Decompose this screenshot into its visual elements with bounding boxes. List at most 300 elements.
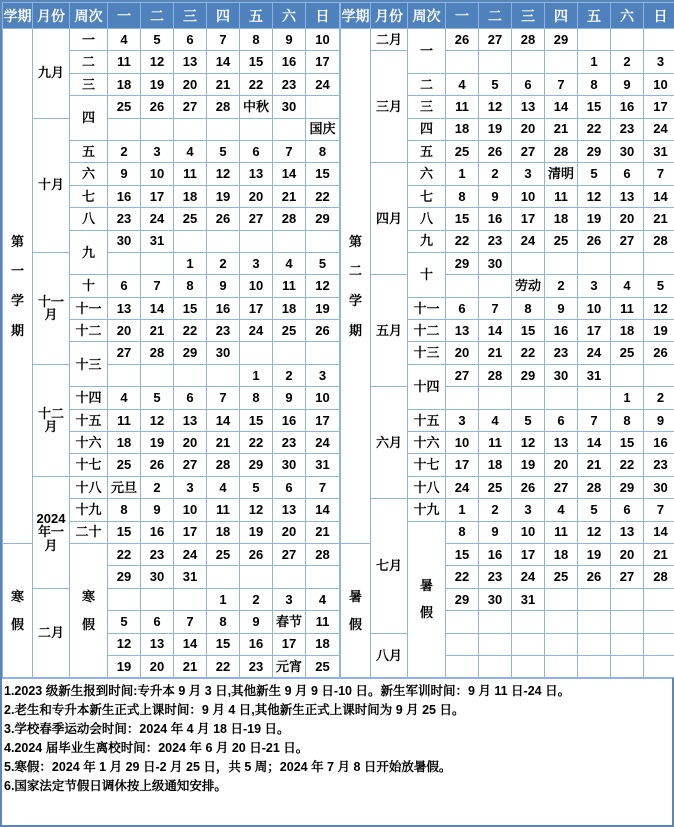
day-cell: 12 [108,633,141,655]
day-cell: 28 [578,476,611,498]
day-cell: 8 [207,611,240,633]
day-cell: 26 [207,208,240,230]
day-cell: 20 [611,208,644,230]
day-cell: 30 [273,454,306,476]
day-cell: 18 [207,521,240,543]
day-cell: 31 [141,230,174,252]
day-cell [611,633,644,655]
day-cell: 元宵 [273,655,306,677]
day-cell: 17 [240,297,273,319]
note-line: 4.2024 届毕业生离校时间：2024 年 6 月 20 日-21 日。 [4,741,309,756]
day-cell: 25 [306,655,340,677]
day-cell [644,29,674,51]
day-cell: 11 [306,611,340,633]
day-cell: 18 [545,543,578,565]
day-cell: 7 [207,387,240,409]
day-cell: 中秋 [240,96,273,118]
day-cell: 5 [512,409,545,431]
day-cell: 29 [512,364,545,386]
day-cell: 23 [479,566,512,588]
month-label: 十二月 [33,364,70,476]
day-cell: 13 [446,320,479,342]
day-cell: 8 [240,29,273,51]
week-label: 十四 [70,387,108,409]
day-cell: 31 [644,140,674,162]
day-cell: 20 [512,118,545,140]
day-cell: 26 [240,543,273,565]
day-cell: 27 [611,566,644,588]
day-cell: 9 [545,297,578,319]
day-cell: 17 [578,320,611,342]
day-cell: 20 [174,73,207,95]
day-cell: 9 [479,185,512,207]
day-cell: 5 [479,73,512,95]
day-cell: 19 [578,208,611,230]
day-cell [306,230,340,252]
day-cell: 6 [545,409,578,431]
header-day-cell: 四 [207,3,240,29]
day-cell [174,588,207,610]
vacation-label: 寒 假 [3,543,33,677]
day-cell: 28 [306,543,340,565]
day-cell [141,364,174,386]
day-cell: 2 [207,252,240,274]
day-cell [644,633,674,655]
note-line: 1.2023 级新生报到时间:专升本 9 月 3 日,其他新生 9 月 9 日-10 日。新生军训时间：9 月 11 日-24 日。 [4,684,571,699]
header-day-cell: 二 [479,3,512,29]
day-cell: 30 [545,364,578,386]
week-label: 十九 [70,499,108,521]
week-label: 十八 [70,476,108,498]
day-cell: 22 [578,118,611,140]
week-label: 三 [70,73,108,95]
day-cell: 14 [578,432,611,454]
day-cell: 1 [446,163,479,185]
day-cell: 15 [578,96,611,118]
day-cell: 15 [207,633,240,655]
day-cell: 2 [273,364,306,386]
day-cell: 4 [306,588,340,610]
month-label: 二月 [371,29,408,51]
day-cell [545,51,578,73]
day-cell: 4 [446,73,479,95]
day-cell: 12 [479,96,512,118]
day-cell: 28 [545,140,578,162]
day-cell: 3 [512,163,545,185]
month-label: 十月 [33,118,70,252]
day-cell: 11 [446,96,479,118]
day-cell: 25 [207,543,240,565]
day-cell: 8 [578,73,611,95]
day-cell: 30 [273,96,306,118]
day-cell [207,230,240,252]
day-cell: 11 [108,51,141,73]
day-cell [644,611,674,633]
day-cell: 21 [273,185,306,207]
vacation-label: 暑 假 [341,543,371,677]
day-cell: 22 [174,320,207,342]
day-cell: 28 [644,230,674,252]
day-cell: 6 [174,29,207,51]
week-label: 五 [408,140,446,162]
day-cell: 8 [611,409,644,431]
day-cell: 22 [512,342,545,364]
day-cell: 12 [578,521,611,543]
day-cell: 4 [174,140,207,162]
day-cell: 14 [273,163,306,185]
day-cell: 6 [512,73,545,95]
day-cell: 8 [446,185,479,207]
week-label: 十 [70,275,108,297]
day-cell: 24 [306,432,340,454]
week-label: 八 [70,208,108,230]
day-cell [611,252,644,274]
day-cell [545,633,578,655]
week-label: 十六 [70,432,108,454]
day-cell: 1 [611,387,644,409]
day-cell: 15 [512,320,545,342]
day-cell: 3 [240,252,273,274]
day-cell [446,275,479,297]
week-label: 十二 [70,320,108,342]
day-cell: 24 [446,476,479,498]
header-day-cell: 日 [644,3,674,29]
day-cell: 29 [545,29,578,51]
day-cell: 10 [174,499,207,521]
day-cell [446,51,479,73]
day-cell: 11 [545,521,578,543]
week-label: 二 [70,51,108,73]
day-cell [512,633,545,655]
day-cell: 12 [141,409,174,431]
day-cell: 19 [578,543,611,565]
week-label: 十七 [70,454,108,476]
note-line: 5.寒假：2024 年 1 月 29 日-2 月 25 日，共 5 周；2024 年 7 月 8 日开始放暑假。 [4,760,452,775]
day-cell: 23 [141,543,174,565]
day-cell [174,364,207,386]
day-cell: 20 [141,655,174,677]
day-cell: 24 [512,230,545,252]
day-cell: 25 [446,140,479,162]
day-cell: 10 [644,73,674,95]
day-cell: 23 [108,208,141,230]
day-cell: 23 [545,342,578,364]
vacation-week-label: 暑 假 [408,521,446,678]
header-day-cell: 二 [141,3,174,29]
day-cell: 16 [240,633,273,655]
day-cell: 7 [273,140,306,162]
day-cell: 14 [207,409,240,431]
day-cell: 26 [479,140,512,162]
day-cell: 9 [207,275,240,297]
day-cell: 16 [273,51,306,73]
day-cell: 24 [306,73,340,95]
day-cell: 12 [141,51,174,73]
day-cell: 16 [545,320,578,342]
calendar-tables [2,2,672,678]
header-cell: 周次 [408,3,446,29]
day-cell: 26 [578,566,611,588]
day-cell [578,252,611,274]
day-cell: 18 [611,320,644,342]
day-cell: 31 [174,566,207,588]
week-label: 十三 [70,342,108,387]
day-cell: 20 [273,521,306,543]
day-cell: 23 [644,454,674,476]
month-label: 七月 [371,499,408,633]
day-cell: 2 [644,387,674,409]
day-cell: 15 [240,409,273,431]
day-cell: 24 [141,208,174,230]
day-cell: 2 [611,51,644,73]
week-label: 二 [408,73,446,95]
day-cell [512,252,545,274]
day-cell [207,566,240,588]
week-label: 十一 [70,297,108,319]
header-day-cell: 日 [306,3,340,29]
header-day-cell: 一 [108,3,141,29]
day-cell: 29 [578,140,611,162]
day-cell: 26 [578,230,611,252]
day-cell: 5 [306,252,340,274]
day-cell: 24 [578,342,611,364]
day-cell: 9 [240,611,273,633]
header-day-cell: 三 [174,3,207,29]
note-line: 2.老生和专升本新生正式上课时间：9 月 4 日,其他新生正式上课时间为 9 月 25 日。 [4,703,465,718]
day-cell: 29 [611,476,644,498]
day-cell: 7 [306,476,340,498]
day-cell: 4 [479,409,512,431]
day-cell: 5 [578,163,611,185]
day-cell: 3 [306,364,340,386]
day-cell: 21 [207,432,240,454]
day-cell: 31 [306,454,340,476]
day-cell: 28 [512,29,545,51]
day-cell: 15 [174,297,207,319]
day-cell: 31 [578,364,611,386]
day-cell: 8 [512,297,545,319]
day-cell: 27 [174,96,207,118]
day-cell: 16 [611,96,644,118]
day-cell: 5 [644,275,674,297]
day-cell [446,611,479,633]
day-cell: 20 [545,454,578,476]
day-cell: 24 [240,320,273,342]
month-label: 四月 [371,163,408,275]
header-day-cell: 五 [240,3,273,29]
day-cell: 17 [141,185,174,207]
day-cell: 9 [108,163,141,185]
day-cell [108,252,141,274]
day-cell: 10 [512,185,545,207]
day-cell: 17 [306,409,340,431]
day-cell: 12 [644,297,674,319]
day-cell: 国庆 [306,118,340,140]
day-cell: 6 [108,275,141,297]
note-line: 3.学校春季运动会时间：2024 年 4 月 18 日-19 日。 [4,722,290,737]
day-cell: 27 [240,208,273,230]
day-cell [644,655,674,677]
day-cell: 5 [141,29,174,51]
day-cell: 13 [273,499,306,521]
day-cell: 2 [479,163,512,185]
day-cell: 12 [306,275,340,297]
day-cell: 30 [644,476,674,498]
day-cell: 6 [240,140,273,162]
day-cell: 21 [479,342,512,364]
day-cell: 14 [174,633,207,655]
day-cell [273,342,306,364]
day-cell: 1 [207,588,240,610]
day-cell: 21 [207,73,240,95]
day-cell: 7 [479,297,512,319]
day-cell: 13 [108,297,141,319]
day-cell: 25 [108,454,141,476]
day-cell [479,387,512,409]
day-cell [108,118,141,140]
day-cell: 30 [207,342,240,364]
month-label: 2024年一月 [33,476,70,588]
day-cell: 3 [141,140,174,162]
week-label: 二十 [70,521,108,543]
day-cell: 16 [273,409,306,431]
day-cell: 15 [240,51,273,73]
day-cell: 21 [545,118,578,140]
day-cell: 25 [545,230,578,252]
day-cell: 1 [240,364,273,386]
day-cell: 15 [446,543,479,565]
day-cell: 28 [479,364,512,386]
day-cell: 27 [512,140,545,162]
day-cell: 12 [240,499,273,521]
day-cell: 19 [306,297,340,319]
week-label: 九 [408,230,446,252]
day-cell: 14 [644,521,674,543]
day-cell: 25 [174,208,207,230]
day-cell: 4 [273,252,306,274]
week-label: 六 [70,163,108,185]
calendar-notes [2,678,672,796]
day-cell: 15 [108,521,141,543]
day-cell: 14 [141,297,174,319]
day-cell: 27 [174,454,207,476]
day-cell: 18 [108,432,141,454]
day-cell [240,230,273,252]
day-cell: 17 [306,51,340,73]
day-cell: 11 [108,409,141,431]
day-cell: 19 [141,432,174,454]
day-cell [644,588,674,610]
day-cell: 8 [108,499,141,521]
day-cell: 劳动 [512,275,545,297]
day-cell: 17 [174,521,207,543]
day-cell [446,387,479,409]
day-cell [578,29,611,51]
header-cell: 周次 [70,3,108,29]
day-cell: 18 [479,454,512,476]
day-cell: 30 [141,566,174,588]
day-cell: 16 [644,432,674,454]
day-cell: 12 [578,185,611,207]
day-cell: 13 [240,163,273,185]
month-label: 九月 [33,29,70,119]
day-cell: 28 [644,566,674,588]
header-cell: 学期 [3,3,33,29]
day-cell: 5 [578,499,611,521]
day-cell: 8 [174,275,207,297]
header-cell: 学期 [341,3,371,29]
day-cell: 4 [108,387,141,409]
week-label: 十九 [408,499,446,521]
day-cell: 15 [306,163,340,185]
day-cell: 29 [446,252,479,274]
semester-label: 第 二 学 期 [341,29,371,544]
day-cell: 3 [512,499,545,521]
day-cell: 18 [446,118,479,140]
week-label: 十六 [408,432,446,454]
day-cell: 26 [141,454,174,476]
day-cell [108,364,141,386]
day-cell: 29 [240,454,273,476]
day-cell: 14 [644,185,674,207]
day-cell [545,252,578,274]
day-cell: 5 [207,140,240,162]
week-label: 九 [70,230,108,275]
day-cell: 7 [174,611,207,633]
day-cell: 清明 [545,163,578,185]
day-cell: 5 [240,476,273,498]
day-cell: 10 [446,432,479,454]
week-label: 一 [70,29,108,51]
day-cell: 4 [108,29,141,51]
day-cell: 28 [141,342,174,364]
day-cell [644,364,674,386]
day-cell: 8 [306,140,340,162]
day-cell: 12 [512,432,545,454]
day-cell: 13 [141,633,174,655]
semester-1-table [2,2,340,678]
day-cell: 30 [611,140,644,162]
day-cell: 28 [273,208,306,230]
day-cell: 8 [446,521,479,543]
day-cell: 18 [108,73,141,95]
day-cell: 22 [207,655,240,677]
day-cell [578,655,611,677]
day-cell: 21 [141,320,174,342]
day-cell [446,633,479,655]
day-cell: 27 [273,543,306,565]
day-cell [240,566,273,588]
day-cell: 2 [240,588,273,610]
day-cell: 30 [479,588,512,610]
day-cell: 6 [141,611,174,633]
day-cell: 9 [141,499,174,521]
day-cell: 22 [611,454,644,476]
day-cell [240,342,273,364]
day-cell [512,387,545,409]
day-cell: 4 [545,499,578,521]
day-cell [174,118,207,140]
day-cell: 21 [644,208,674,230]
day-cell: 1 [174,252,207,274]
day-cell: 23 [611,118,644,140]
week-label: 一 [408,29,446,74]
day-cell [479,275,512,297]
day-cell: 18 [273,297,306,319]
day-cell: 26 [306,320,340,342]
day-cell: 27 [446,364,479,386]
month-label: 五月 [371,275,408,387]
